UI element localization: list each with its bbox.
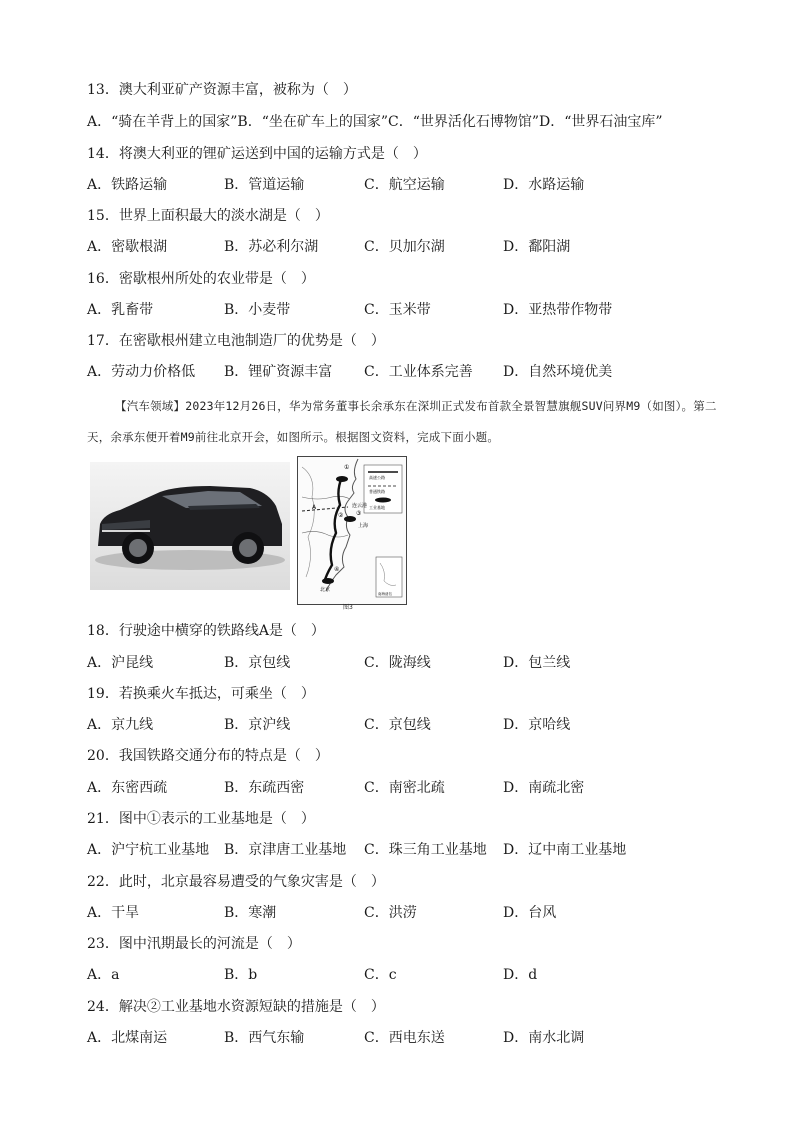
question-22-option-a: A．干旱	[87, 905, 140, 921]
question-18-option-c: C．陇海线	[364, 655, 431, 671]
question-18-option-b: B．京包线	[224, 655, 291, 671]
question-17-option-a: A．劳动力价格低	[87, 364, 196, 380]
question-14-stem: 14．将澳大利亚的锂矿运送到中国的运输方式是（ ）	[87, 146, 427, 162]
question-17-option-c: C．工业体系完善	[364, 364, 473, 380]
map-label-lianyungang: 连云港	[352, 503, 368, 509]
question-23-stem: 23．图中汛期最长的河流是（ ）	[87, 936, 301, 952]
reading-passage: 【汽车领域】2023年12月26日，华为常务董事长余承东在深圳正式发布首款全景智慧旗舰SUV问界M9（如图）。第二天，余承东便开着M9前往北京开会，如图所示。根据图文资料，完成下面小题。	[87, 399, 717, 444]
question-21-option-d: D．辽中南工业基地	[503, 842, 627, 858]
suv-car-image	[90, 462, 290, 590]
question-19-option-d: D．京哈线	[503, 717, 571, 733]
question-24-option-d: D．南水北调	[503, 1030, 585, 1046]
figure-caption: 图3	[343, 604, 353, 611]
question-24-option-a: A．北煤南运	[87, 1030, 168, 1046]
question-22-option-d: D．台风	[503, 905, 557, 921]
map-circled-1: ①	[344, 464, 350, 471]
question-16-option-c: C．玉米带	[364, 302, 431, 318]
question-21-option-a: A．沪宁杭工业基地	[87, 842, 210, 858]
question-17-stem: 17．在密歇根州建立电池制造厂的优势是（ ）	[87, 333, 385, 349]
question-20-option-a: A．东密西疏	[87, 780, 168, 796]
question-18-option-a: A．沪昆线	[87, 655, 154, 671]
question-18-stem: 18．行驶途中横穿的铁路线A是（ ）	[87, 623, 325, 639]
question-23-option-c: C．c	[364, 967, 397, 983]
question-14-option-b: B．管道运输	[224, 177, 305, 193]
map-label-railway-a: A	[312, 504, 317, 511]
map-label-beijing: 北京	[320, 587, 331, 593]
question-19-option-b: B．京沪线	[224, 717, 291, 733]
map-circled-2: ②	[338, 512, 344, 519]
question-20-stem: 20．我国铁路交通分布的特点是（ ）	[87, 748, 329, 764]
question-21-option-c: C．珠三角工业基地	[364, 842, 487, 858]
question-21-stem: 21．图中①表示的工业基地是（ ）	[87, 811, 315, 827]
question-15-stem: 15．世界上面积最大的淡水湖是（ ）	[87, 208, 329, 224]
route-map	[297, 456, 407, 605]
question-18-option-d: D．包兰线	[503, 655, 571, 671]
question-13-options: A．“骑在羊背上的国家”B．“坐在矿车上的国家”C．“世界活化石博物馆”D．“世界石油宝库”	[87, 114, 663, 130]
question-14-option-d: D．水路运输	[503, 177, 585, 193]
question-20-option-c: C．南密北疏	[364, 780, 445, 796]
question-20-option-b: B．东疏西密	[224, 780, 305, 796]
question-16-option-a: A．乳畜带	[87, 302, 154, 318]
question-23-option-a: A．a	[87, 967, 120, 983]
question-14-option-a: A．铁路运输	[87, 177, 168, 193]
map-inset-label: 南海诸岛	[378, 592, 392, 596]
question-15-option-c: C．贝加尔湖	[364, 239, 445, 255]
question-24-option-c: C．西电东送	[364, 1030, 445, 1046]
question-15-option-b: B．苏必利尔湖	[224, 239, 319, 255]
question-23-option-d: D．d	[503, 967, 538, 983]
question-16-stem: 16．密歇根州所处的农业带是（ ）	[87, 271, 315, 287]
question-16-option-b: B．小麦带	[224, 302, 291, 318]
china-route-map	[298, 457, 406, 604]
question-15-option-d: D．鄱阳湖	[503, 239, 571, 255]
map-legend-highway: 高速公路	[369, 475, 385, 480]
question-23-option-b: B．b	[224, 967, 258, 983]
question-15-option-a: A．密歇根湖	[87, 239, 168, 255]
question-22-stem: 22．此时，北京最容易遭受的气象灾害是（ ）	[87, 874, 385, 890]
question-22-option-c: C．洪涝	[364, 905, 417, 921]
question-19-option-a: A．京九线	[87, 717, 154, 733]
suv-photo	[90, 462, 290, 590]
map-circled-4: ④	[334, 566, 340, 573]
question-17-option-d: D．自然环境优美	[503, 364, 613, 380]
map-circled-3: ③	[356, 510, 362, 517]
question-19-option-c: C．京包线	[364, 717, 431, 733]
map-legend-industrial-base: 工业基地	[369, 505, 385, 510]
question-17-option-b: B．锂矿资源丰富	[224, 364, 333, 380]
map-legend-railway: 普通铁路	[369, 489, 385, 494]
question-16-option-d: D．亚热带作物带	[503, 302, 613, 318]
question-21-option-b: B．京津唐工业基地	[224, 842, 347, 858]
question-24-stem: 24．解决②工业基地水资源短缺的措施是（ ）	[87, 999, 385, 1015]
question-22-option-b: B．寒潮	[224, 905, 277, 921]
question-24-option-b: B．西气东输	[224, 1030, 305, 1046]
question-20-option-d: D．南疏北密	[503, 780, 585, 796]
question-14-option-c: C．航空运输	[364, 177, 445, 193]
question-19-stem: 19．若换乘火车抵达，可乘坐（ ）	[87, 686, 315, 702]
map-label-shanghai: 上海	[358, 523, 369, 529]
question-13-stem: 13．澳大利亚矿产资源丰富，被称为（ ）	[87, 82, 357, 98]
